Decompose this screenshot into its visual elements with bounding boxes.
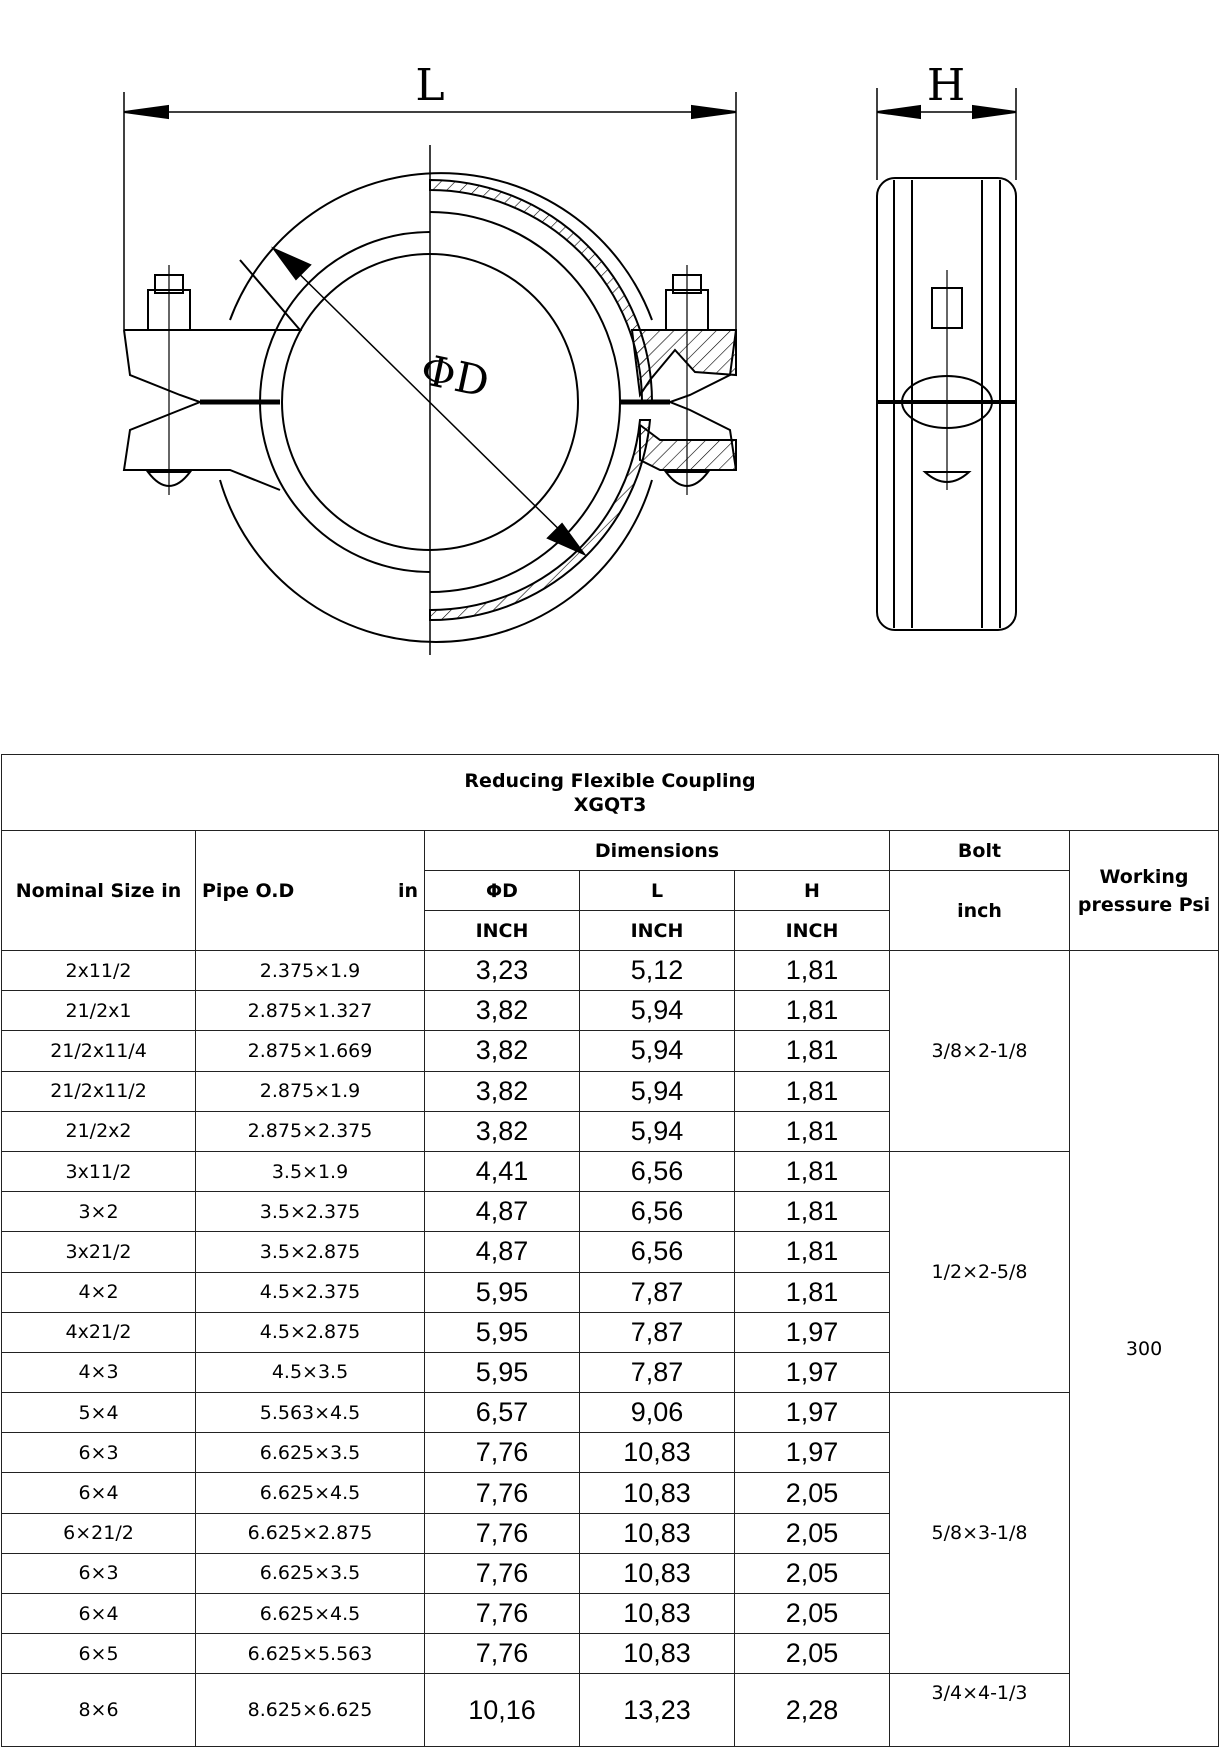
cell-dim-h: 1,81 [735,1192,890,1232]
cell-dim-d: 3,82 [425,1071,580,1111]
cell-dim-l: 5,94 [580,1031,735,1071]
cell-pipe-od: 2.875×1.669 [196,1031,425,1071]
cell-dim-d: 7,76 [425,1553,580,1593]
hatched-lug [632,330,736,395]
cell-dim-h: 1,81 [735,1232,890,1272]
l-arrow-right [692,106,736,118]
cell-dim-h: 1,97 [735,1352,890,1392]
cell-dim-d: 7,76 [425,1473,580,1513]
cell-dim-d: 5,95 [425,1352,580,1392]
cell-dim-d: 5,95 [425,1272,580,1312]
header-unit-d: INCH [425,911,580,951]
cell-working-pressure: 300 [1070,951,1219,1747]
h-arrow-left [877,106,920,118]
header-pipe-label: Pipe O.D [202,879,295,902]
label-d: ΦD [416,344,494,407]
cell-dim-l: 7,87 [580,1352,735,1392]
diameter-arrow-bottom [548,524,584,554]
header-bolt-unit: inch [890,871,1070,951]
cell-pipe-od: 4.5×2.375 [196,1272,425,1312]
cell-dim-h: 2,05 [735,1634,890,1674]
cell-nominal-size: 6×4 [2,1473,196,1513]
cell-nominal-size: 21/2x11/4 [2,1031,196,1071]
cell-pipe-od: 4.5×2.875 [196,1312,425,1352]
cell-dim-l: 10,83 [580,1513,735,1553]
cell-pipe-od: 6.625×3.5 [196,1433,425,1473]
cell-dim-d: 7,76 [425,1594,580,1634]
cell-nominal-size: 21/2x2 [2,1111,196,1151]
spec-table [1,754,1219,1747]
header-unit-l: INCH [580,911,735,951]
cell-pipe-od: 2.875×1.327 [196,991,425,1031]
cell-pipe-od: 2.875×2.375 [196,1111,425,1151]
cell-dim-l: 6,56 [580,1151,735,1191]
cell-nominal-size: 4x21/2 [2,1312,196,1352]
header-pipe-unit: in [397,879,418,902]
cell-pipe-od: 2.875×1.9 [196,1071,425,1111]
cell-dim-h: 1,81 [735,1272,890,1312]
cell-pipe-od: 6.625×2.875 [196,1513,425,1553]
cell-dim-l: 5,94 [580,1111,735,1151]
cell-nominal-size: 21/2x1 [2,991,196,1031]
cell-dim-d: 7,76 [425,1433,580,1473]
cell-dim-l: 5,94 [580,1071,735,1111]
cell-pipe-od: 8.625×6.625 [196,1674,425,1747]
cell-nominal-size: 5×4 [2,1393,196,1433]
cell-bolt-size: 3/4×4-1/3 [890,1674,1070,1747]
cell-nominal-size: 6×3 [2,1553,196,1593]
cell-dim-h: 1,81 [735,1151,890,1191]
cell-dim-d: 4,41 [425,1151,580,1191]
cell-nominal-size: 21/2x11/2 [2,1071,196,1111]
cell-dim-l: 7,87 [580,1312,735,1352]
cell-dim-h: 2,05 [735,1553,890,1593]
cell-dim-d: 4,87 [425,1232,580,1272]
header-dimensions: Dimensions [425,831,890,871]
cell-pipe-od: 3.5×2.875 [196,1232,425,1272]
cell-bolt-size: 5/8×3-1/8 [890,1393,1070,1674]
cell-dim-d: 3,82 [425,1031,580,1071]
cell-nominal-size: 4×3 [2,1352,196,1392]
cell-nominal-size: 3×2 [2,1192,196,1232]
header-col-l: L [580,871,735,911]
cell-bolt-size: 1/2×2-5/8 [890,1151,1070,1392]
cell-dim-d: 3,82 [425,1111,580,1151]
table-title-line1: Reducing Flexible Coupling [464,769,756,792]
header-working: Working pressure Psi [1070,831,1219,951]
cell-dim-d: 3,82 [425,991,580,1031]
cell-dim-d: 10,16 [425,1674,580,1747]
cell-pipe-od: 5.563×4.5 [196,1393,425,1433]
cell-dim-h: 1,81 [735,991,890,1031]
cell-dim-l: 6,56 [580,1192,735,1232]
h-arrow-right [973,106,1016,118]
cell-dim-l: 13,23 [580,1674,735,1747]
cell-dim-l: 10,83 [580,1594,735,1634]
label-l: L [415,60,445,111]
cell-dim-h: 1,97 [735,1312,890,1352]
header-col-d: ΦD [425,871,580,911]
left-lug [124,260,300,490]
hatched-lug-lower [640,425,736,470]
cell-nominal-size: 6×3 [2,1433,196,1473]
cell-dim-l: 6,56 [580,1232,735,1272]
cell-dim-l: 5,12 [580,951,735,991]
cell-pipe-od: 6.625×5.563 [196,1634,425,1674]
header-pipe [196,831,425,951]
cell-nominal-size: 6×21/2 [2,1513,196,1553]
cell-dim-h: 1,81 [735,1071,890,1111]
gasket-arc-left [260,232,430,572]
table-row [2,951,1219,991]
cell-pipe-od: 6.625×3.5 [196,1553,425,1593]
cell-dim-h: 2,28 [735,1674,890,1747]
cell-dim-h: 1,97 [735,1433,890,1473]
cell-nominal-size: 6×4 [2,1594,196,1634]
cell-nominal-size: 4×2 [2,1272,196,1312]
cell-dim-l: 5,94 [580,991,735,1031]
cell-nominal-size: 3x11/2 [2,1151,196,1191]
cell-nominal-size: 3x21/2 [2,1232,196,1272]
table-title-line2: XGQT3 [573,793,647,816]
cell-nominal-size: 6×5 [2,1634,196,1674]
cell-bolt-size: 3/8×2-1/8 [890,951,1070,1152]
l-arrow-left [124,106,168,118]
table-row [2,1393,1219,1433]
label-h: H [926,60,966,111]
cell-pipe-od: 3.5×2.375 [196,1192,425,1232]
cell-nominal-size: 2x11/2 [2,951,196,991]
cell-dim-h: 1,81 [735,951,890,991]
cell-dim-h: 2,05 [735,1513,890,1553]
header-nominal: Nominal Size in [2,831,196,951]
cell-dim-d: 4,87 [425,1192,580,1232]
cell-dim-d: 7,76 [425,1634,580,1674]
coupling-drawing [0,0,1221,720]
cell-pipe-od: 6.625×4.5 [196,1473,425,1513]
header-unit-h: INCH [735,911,890,951]
cell-dim-l: 10,83 [580,1473,735,1513]
cell-dim-l: 10,83 [580,1433,735,1473]
diameter-arrow-top [274,249,310,279]
cell-nominal-size: 8×6 [2,1674,196,1747]
table-title [2,755,1219,831]
cell-dim-d: 5,95 [425,1312,580,1352]
cell-dim-h: 1,97 [735,1393,890,1433]
cell-pipe-od: 3.5×1.9 [196,1151,425,1191]
cell-dim-l: 10,83 [580,1553,735,1593]
table-row [2,1151,1219,1191]
cell-dim-l: 9,06 [580,1393,735,1433]
cell-dim-h: 2,05 [735,1473,890,1513]
table-row [2,1674,1219,1747]
cell-dim-l: 7,87 [580,1272,735,1312]
header-bolt: Bolt [890,831,1070,871]
header-col-h: H [735,871,890,911]
cell-dim-h: 2,05 [735,1594,890,1634]
cell-pipe-od: 6.625×4.5 [196,1594,425,1634]
cell-dim-h: 1,81 [735,1111,890,1151]
cell-pipe-od: 2.375×1.9 [196,951,425,991]
cell-dim-d: 6,57 [425,1393,580,1433]
cell-dim-d: 3,23 [425,951,580,991]
cell-dim-d: 7,76 [425,1513,580,1553]
cell-dim-l: 10,83 [580,1634,735,1674]
cell-pipe-od: 4.5×3.5 [196,1352,425,1392]
cell-dim-h: 1,81 [735,1031,890,1071]
